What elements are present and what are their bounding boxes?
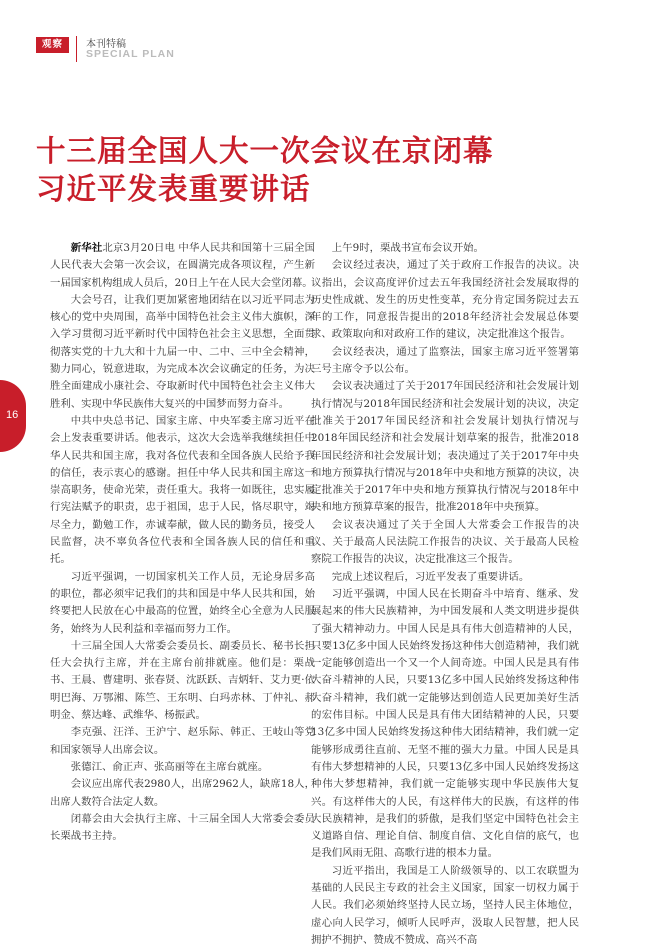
paragraph: 上午9时，栗战书宣布会议开始。 [331, 242, 484, 254]
article-column-left [50, 240, 315, 845]
title-line-1: 十三届全国人大一次会议在京闭幕 [36, 133, 494, 168]
paragraph: 会议经表决，通过了监察法，国家主席习近平签署第三号主席令予以公布。 [311, 345, 579, 376]
paragraph: 中共中央总书记、国家主席、中央军委主席习近平在会上发表重要讲话。他表示，这次大会选举我继续担任中华人民共和国主席，我对各位代表和全国各族人民给予我的信任，表示衷心的感谢。担任中华人民共和国主席这一崇高职务，使命光荣，责任重大。我将一如既往，忠实履行宪法赋予的职责，忠于祖国，忠于人民，恪尽职守，竭尽全力，勤勉工作，赤诚奉献，做人民的勤务员，接受人民监督，决不辜负各位代表和全国各族人民的信任和重托。 [50, 414, 315, 566]
page-number: 16 [6, 409, 19, 421]
paragraph: 会议表决通过了关于2017年国民经济和社会发展计划执行情况与2018年国民经济和社会发展计划的决议，决定批准关于2017年国民经济和社会发展计划执行情况与2018年国民经济和社会发展计划草案的报告，批准2018年国民经济和社会发展计划；表决通过了关于2017年中央和地方预算执行情况与2018年中央和地方预算的决议，决定批准关于2017年中央和地方预算执行情况与2018年中央和地方预算草案的报告，批准2018年中央预算。 [311, 380, 579, 514]
paragraph: 十三届全国人大常委会委员长、副委员长、秘书长担任大会执行主席，并在主席台前排就座。他们是：栗战书、王晨、曹建明、张春贤、沈跃跃、吉炳轩、艾力更·依明巴海、万鄂湘、陈竺、王东明、白玛赤林、丁仲礼、郝明金、蔡达峰、武维华、杨振武。 [50, 639, 315, 722]
paragraph: 完成上述议程后，习近平发表了重要讲话。 [331, 570, 530, 583]
paragraph: 习近平指出，我国是工人阶级领导的、以工农联盟为基础的人民民主专政的社会主义国家，国家一切权力属于人民。我们必须始终坚持人民立场，坚持人民主体地位，虚心向人民学习，倾听人民呼声，汲取人民智慧，把人民拥护不拥护、赞成不赞成、高兴不高 [311, 864, 579, 946]
header-divider [76, 36, 77, 62]
paragraph: 习近平强调，中国人民在长期奋斗中培育、继承、发展起来的伟大民族精神，为中国发展和人类文明进步提供了强大精神动力。中国人民是具有伟大创造精神的人民，只要13亿多中国人民始终发扬这种伟大创造精神，我们就一定能够创造出一个又一个人间奇迹。中国人民是具有伟大奋斗精神的人民，只要13亿多中国人民始终发扬这种伟大奋斗精神，我们就一定能够达到创造人民更加美好生活的宏伟目标。中国人民是具有伟大团结精神的人民，只要13亿多中国人民始终发扬这种伟大团结精神，我们就一定能够形成勇往直前、无坚不摧的强大力量。中国人民是具有伟大梦想精神的人民，只要13亿多中国人民始终发扬这种伟大梦想精神，我们就一定能够实现中华民族伟大复兴。有这样伟大的人民，有这样伟大的民族，有这样的伟大民族精神，是我们的骄傲，是我们坚定中国特色社会主义道路自信、理论自信、制度自信、文化自信的底气，也是我们风雨无阻、高歌行进的根本力量。 [311, 587, 579, 860]
paragraph [50, 240, 315, 292]
paragraph: 会议应出席代表2980人，出席2962人，缺席18人，出席人数符合法定人数。 [50, 778, 315, 808]
paragraph: 会议表决通过了关于全国人大常委会工作报告的决议、关于最高人民法院工作报告的决议、关于最高人民检察院工作报告的决议，决定批准这三个报告。 [311, 518, 579, 566]
paragraph: 会议经过表决，通过了关于政府工作报告的决议。决议指出，会议高度评价过去五年我国经济社会发展取得的历史性成就、发生的历史性变革，充分肯定国务院过去五年的工作，同意报告提出的2018年经济社会发展总体要求、政策取向和对政府工作的建议，决定批准这个报告。 [311, 259, 579, 341]
paragraph: 大会号召，让我们更加紧密地团结在以习近平同志为核心的党中央周围，高举中国特色社会主义伟大旗帜，深入学习贯彻习近平新时代中国特色社会主义思想，全面贯彻落实党的十九大和十九届一中、二中、三中全会精神，勠力同心，锐意进取，为完成本次会议确定的任务，为决胜全面建成小康社会、夺取新时代中国特色社会主义伟大胜利、实现中华民族伟大复兴的中国梦而努力奋斗。 [50, 293, 315, 410]
category-en: SPECIAL PLAN [86, 48, 175, 60]
article-title [36, 132, 626, 208]
page-header [0, 36, 645, 58]
category-cn: 本刊特稿 [86, 39, 126, 50]
section-tag: 观察 [36, 37, 69, 53]
paragraph: 习近平强调，一切国家机关工作人员，无论身居多高的职位，都必须牢记我们的共和国是中华人民共和国，始终要把人民放在心中最高的位置，始终全心全意为人民服务，始终为人民利益和幸福而努力工作。 [50, 570, 315, 635]
paragraph: 张德江、俞正声、张高丽等在主席台就座。 [70, 760, 269, 773]
paragraph: 李克强、汪洋、王沪宁、赵乐际、韩正、王岐山等党和国家领导人出席会议。 [50, 726, 315, 756]
page-number-tab [0, 380, 26, 452]
paragraph-text: 北京3月20日电 中华人民共和国第十三届全国人民代表大会第一次会议，在圆满完成各项议程，产生新一届国家机构组成人员后，20日上午在人民大会堂闭幕。 [50, 242, 315, 289]
title-line-2: 习近平发表重要讲话 [36, 171, 311, 206]
news-source: 新华社 [70, 242, 103, 254]
paragraph: 闭幕会由大会执行主席、十三届全国人大常委会委员长栗战书主持。 [50, 812, 315, 843]
article-column-right [311, 240, 579, 949]
